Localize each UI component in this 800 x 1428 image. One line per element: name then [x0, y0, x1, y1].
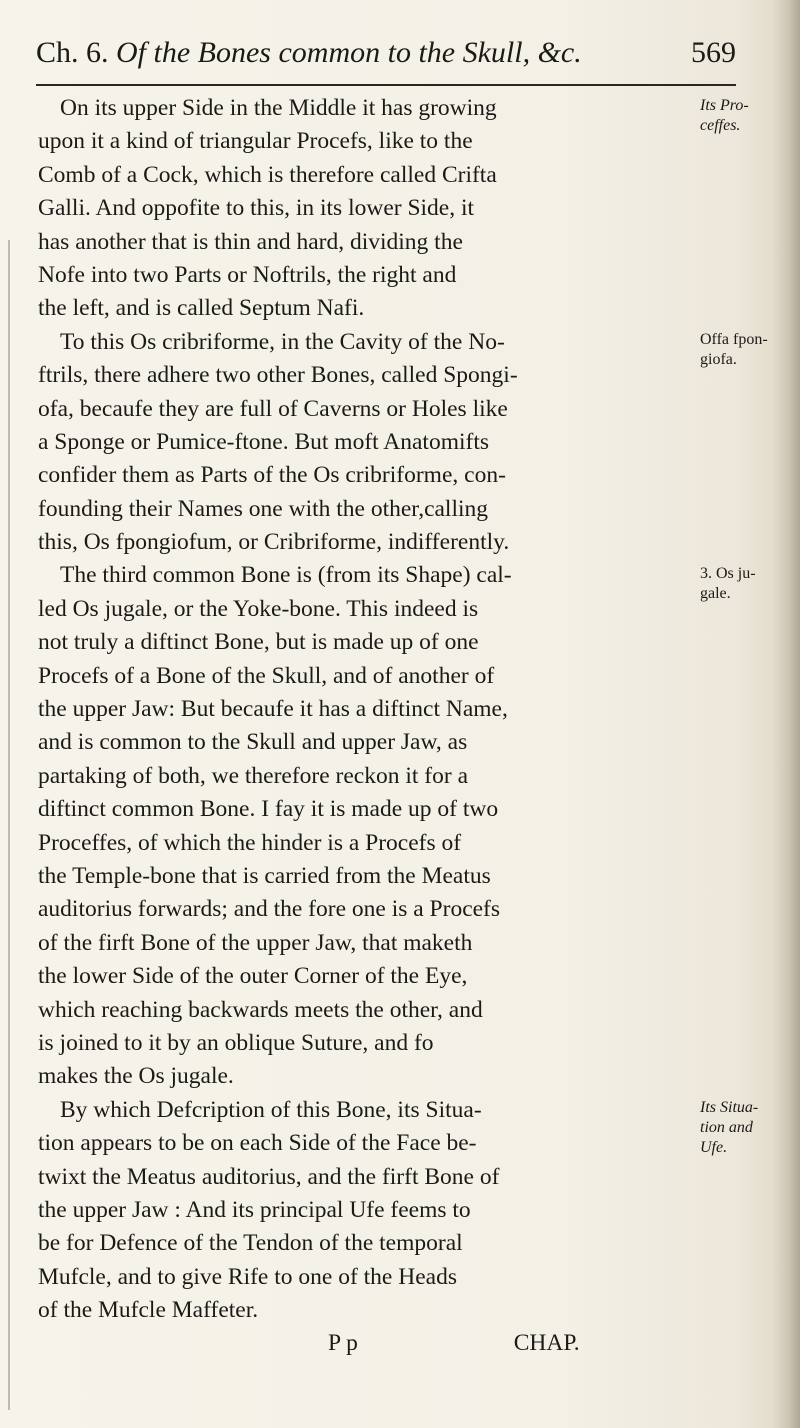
text-line: confider them as Parts of the Os cribriforme, con- [38, 462, 506, 489]
text-line: a Sponge or Pumice-ftone. But moft Anatomifts [38, 428, 490, 455]
page-edge-shadow [772, 0, 800, 1428]
marginal-note-line: Ufe. [700, 1139, 728, 1156]
binding-line [8, 240, 10, 1410]
text-line: makes the Os jugale. [38, 1063, 234, 1090]
text-line: To this Os cribriforme, in the Cavity of the No- [60, 328, 505, 355]
text-line: On its upper Side in the Middle it has growing [60, 95, 497, 121]
footer-line [38, 1327, 718, 1360]
text-line: upon it a kind of triangular Procefs, like to the [38, 128, 473, 155]
page-number: 569 [691, 36, 736, 69]
text-line: ofa, becaufe they are full of Caverns or Holes like [38, 395, 508, 422]
marginal-note-line: Its Pro- [700, 97, 749, 114]
text-line: the Temple-bone that is carried from the Meatus [38, 862, 491, 889]
text-line: Procefs of a Bone of the Skull, and of another of [38, 662, 495, 689]
catchword: CHAP. [513, 1330, 580, 1357]
text-line: is joined to it by an oblique Suture, and fo [38, 1029, 434, 1056]
text-line: Comb of a Cock, which is therefore called Crifta [38, 161, 497, 188]
text-line: of the Mufcle Maffeter. [38, 1297, 259, 1324]
text-line: led Os jugale, or the Yoke-bone. This indeed is [38, 595, 479, 622]
text-line: The third common Bone is (from its Shape) cal- [60, 562, 512, 589]
text-line: which reaching backwards meets the other, and [38, 996, 483, 1023]
marginal-note-line: 3. Os ju- [700, 565, 756, 582]
text-line: the upper Jaw : And its principal Ufe feems to [38, 1196, 471, 1223]
text-line: tion appears to be on each Side of the Face be- [38, 1130, 477, 1157]
text-line: By which Defcription of this Bone, its Situa- [60, 1096, 482, 1123]
marginal-note-line: tion and [700, 1119, 753, 1136]
marginal-note [700, 96, 800, 136]
marginal-note-line: gale. [700, 585, 731, 602]
text-line: ftrils, there adhere two other Bones, called Spongi- [38, 362, 518, 389]
text-line: the left, and is called Septum Nafi. [38, 295, 365, 322]
marginal-note-line: giofa. [700, 351, 737, 368]
text-line: twixt the Meatus auditorius, and the firft Bone of [38, 1163, 500, 1190]
text-line: not truly a diftinct Bone, but is made up of one [38, 629, 479, 656]
text-line: the upper Jaw: But becaufe it has a diftinct Name, [38, 696, 508, 723]
marginal-note-line: ceffes. [700, 117, 741, 134]
text-line: auditorius forwards; and the fore one is a Procefs [38, 896, 501, 923]
text-line: the lower Side of the outer Corner of the Eye, [38, 963, 468, 990]
text-line: this, Os fpongiofum, or Cribriforme, indifferently. [38, 529, 510, 556]
text-line: diftinct common Bone. I fay it is made up of two [38, 796, 499, 823]
text-line: Nofe into two Parts or Noftrils, the right and [38, 261, 457, 288]
text-line: and is common to the Skull and upper Jaw, as [38, 729, 468, 756]
marginal-note [700, 564, 800, 604]
text-line: has another that is thin and hard, dividing the [38, 228, 463, 255]
running-title: Of the Bones common to the Skull, &c. [116, 36, 582, 69]
text-line: founding their Names one with the other,calling [38, 495, 489, 522]
text-line: Mufcle, and to give Rife to one of the Heads [38, 1263, 457, 1290]
text-line: Proceffes, of which the hinder is a Procefs of [38, 829, 462, 856]
marginal-note-line: Its Situa- [700, 1099, 759, 1116]
text-line: Galli. And oppofite to this, in its lower Side, it [38, 195, 475, 222]
chapter-label: Ch. 6. [36, 36, 109, 69]
running-header [36, 36, 736, 80]
body-text [38, 92, 718, 1361]
marginal-note [700, 1098, 800, 1158]
text-line: of the firft Bone of the upper Jaw, that maketh [38, 929, 473, 956]
header-rule [36, 84, 736, 86]
text-line: be for Defence of the Tendon of the temporal [38, 1230, 463, 1257]
marginal-note [700, 330, 800, 370]
signature-mark: P p [328, 1330, 358, 1357]
text-line: partaking of both, we therefore reckon it for a [38, 762, 468, 789]
marginal-note-line: Offa fpon- [700, 331, 768, 348]
